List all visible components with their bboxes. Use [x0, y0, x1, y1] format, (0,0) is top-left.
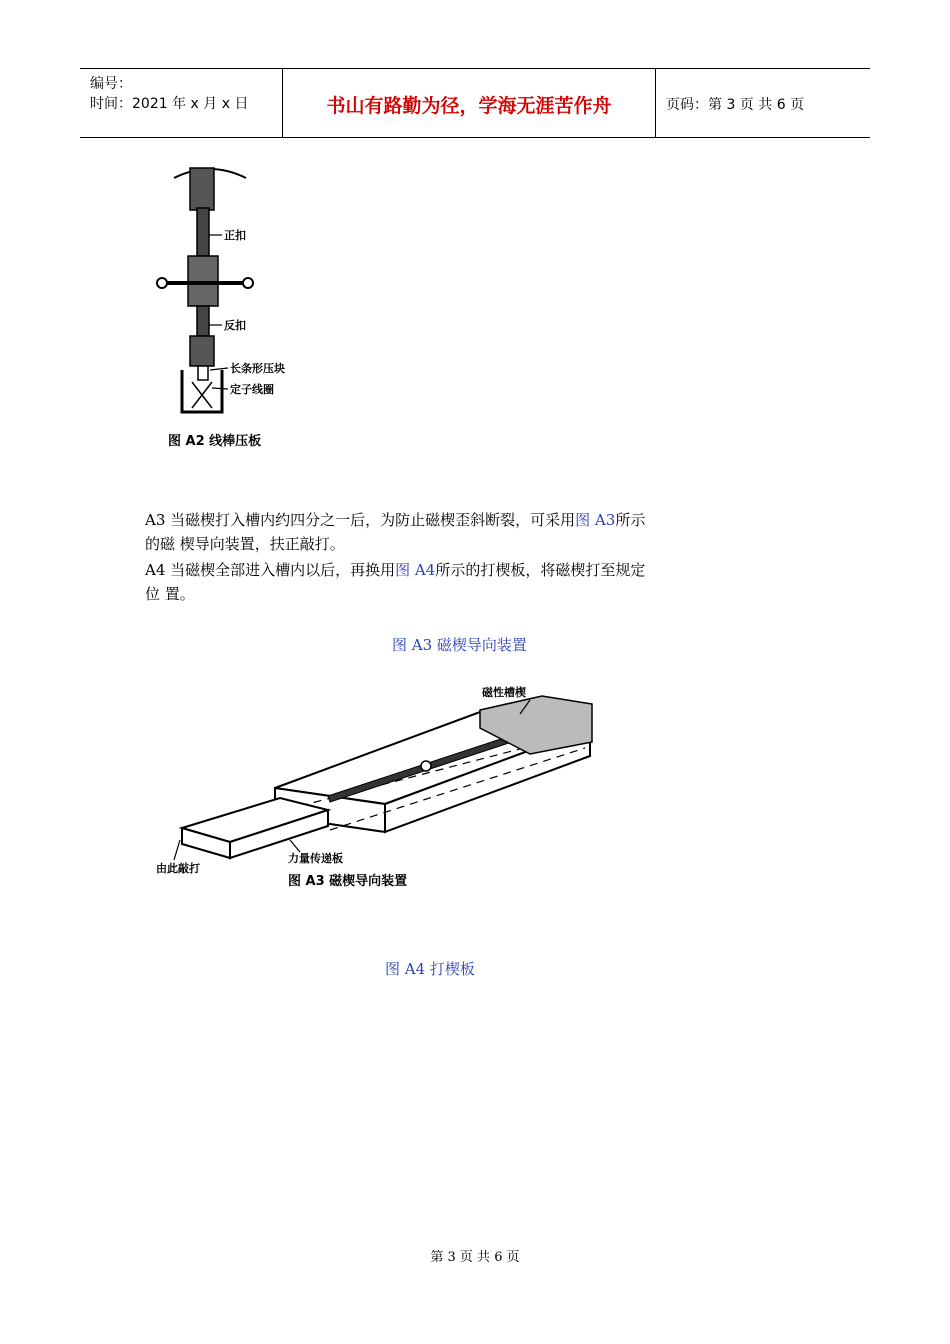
paragraph-a3 [145, 508, 645, 556]
link-figure-a3[interactable]: 图 A3 [575, 511, 616, 529]
header-page-cell [656, 69, 870, 137]
handle-left-knob [157, 278, 167, 288]
header-motto-cell [283, 69, 656, 137]
paragraph-a3-line1: A3 当磁楔打入槽内约四分之一后，为防止磁楔歪斜断裂，可采用图 A3所示 [145, 511, 646, 529]
upper-rod [197, 208, 209, 256]
label-magnetic-wedge: 磁性槽楔 [482, 686, 526, 699]
header-meta-cell [80, 69, 283, 137]
figure-a2-caption: 图 A2 线棒压板 [168, 434, 262, 449]
label-reverse: 反扣 [224, 319, 246, 332]
lower-block [190, 336, 214, 366]
paragraph-a4-line2: 位 置。 [145, 585, 195, 603]
label-transmission-plate: 力量传递板 [288, 852, 343, 865]
caption-a3: 图 A3 磁楔导向装置 [392, 636, 527, 654]
figure-a2-illustration [150, 160, 310, 455]
paragraph-a3-line2: 的磁 楔导向装置，扶正敲打。 [145, 535, 345, 553]
handle-right-knob [243, 278, 253, 288]
upper-block [190, 168, 214, 210]
guide-pin [421, 761, 431, 771]
number-label: 编号： [90, 76, 132, 92]
label-strike-here: 由此敲打 [156, 862, 200, 875]
label-press-block: 长条形压块 [230, 362, 285, 375]
link-figure-a4[interactable]: 图 A4 [395, 561, 436, 579]
page-header [80, 68, 870, 138]
paragraph-a4 [145, 558, 645, 606]
paragraph-a4-line1: A4 当磁楔全部进入槽内以后，再换用图 A4所示的打楔板，将磁楔打至规定 [145, 561, 646, 579]
figure-a3-illustration [150, 680, 600, 895]
motto: 书山有路勤为径，学海无涯苦作舟 [326, 95, 612, 117]
page-info: 页码：第 3 页 共 6 页 [666, 97, 805, 113]
lower-rod [197, 306, 209, 336]
label-coil: 定子线圈 [230, 383, 274, 396]
press-block [198, 366, 208, 380]
caption-a4: 图 A4 打楔板 [385, 960, 475, 978]
coil-cross [192, 382, 212, 408]
page-footer: 第 3 页 共 6 页 [430, 1250, 520, 1265]
figure-a3-caption: 图 A3 磁楔导向装置 [288, 874, 408, 889]
label-forward: 正扣 [224, 229, 246, 242]
time-label: 时间：2021 年 x 月 x 日 [90, 96, 249, 112]
